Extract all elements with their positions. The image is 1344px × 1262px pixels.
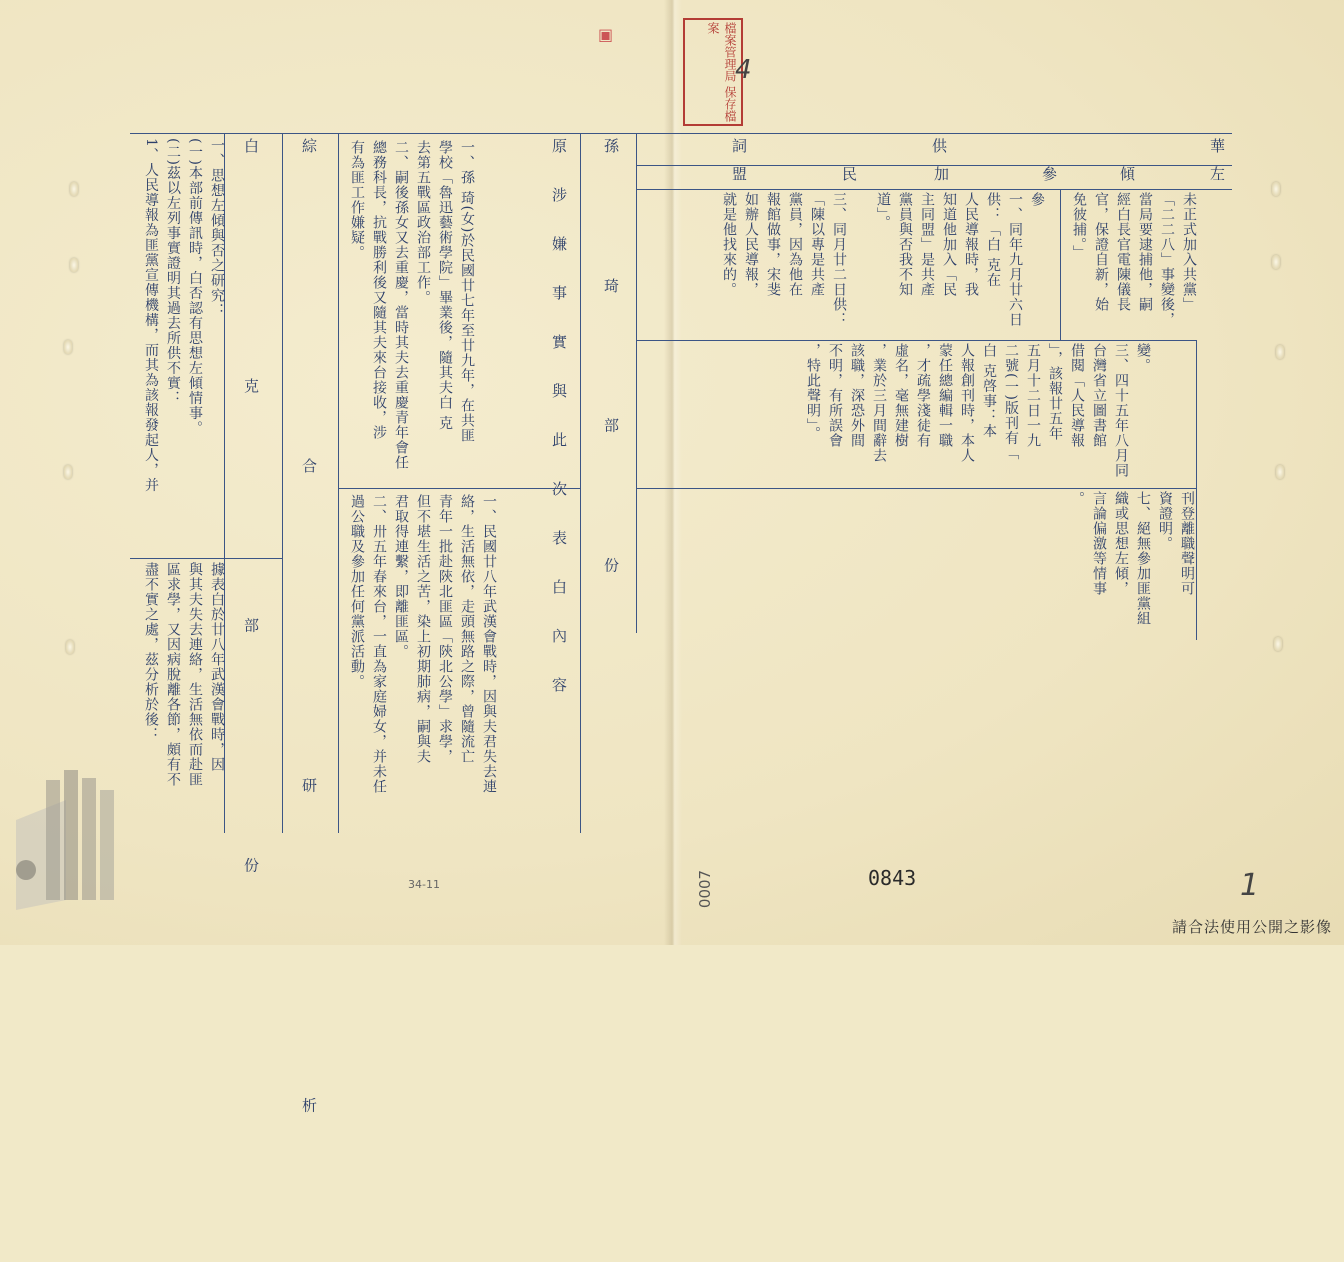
table-line (338, 133, 339, 833)
binding-hole (66, 640, 74, 654)
binding-hole (1276, 465, 1284, 479)
faint-mark: 34-11 (408, 878, 440, 891)
section-bai-ke: 白 克 部 份 (242, 138, 260, 983)
header-original-facts: 原涉嫌事實與此次表白內容 (550, 138, 568, 726)
statement-col-c: 三、同月廿二日供： 「陳以專是共產 黨員，因為他在 報館做事，宋斐 如辦人民導報， 就是他找來的。 (721, 192, 847, 327)
comprehensive-analysis-title: 綜 合 研 析 (300, 138, 318, 1262)
page-mark: 4 (735, 55, 752, 85)
binding-hole (70, 258, 78, 272)
header-qing: 傾 (1118, 166, 1136, 181)
header-min: 民 (840, 166, 858, 181)
handwritten-page-number: 1 (1240, 868, 1260, 903)
binding-hole (1272, 182, 1280, 196)
section-title-sun-qi: 孫 琦 部 份 (602, 138, 620, 633)
analysis-part-1: 一、思想左傾與否之研究： (一)本部前傳訊時，白否認有思想左傾情事。 (二)茲以左列事實證明其過去所供不實： 1、人民導報為匪黨宣傳機構，而其為該報發起人，并 (143, 138, 225, 493)
red-mark: ▣ (598, 25, 614, 44)
binding-hole (1276, 345, 1284, 359)
header-ci: 詞 (730, 138, 748, 153)
statement-col-e: 刊登離職聲明可 資證明。 七、絕無參加匪黨組 織或思想左傾， 言論偏激等情事 。 (1069, 491, 1195, 626)
statement-col-b: 參 一、同年九月廿六日 供：「白 克在 人民導報時，我 知道他加入「民 主同盟」是共產 黨員與否我不知 道」。 (875, 192, 1045, 327)
table-line (636, 189, 1232, 190)
table-line (636, 133, 637, 633)
page-fold (664, 0, 682, 945)
table-line (1060, 189, 1061, 341)
header-hua: 華 (1208, 138, 1226, 153)
statement-col-d: 變。 三、四十五年八月同 台灣省立圖書館 借閱「人民導報 」，該報廿五年 五月十二日一九 二號(一)版刊有「 白 克啓事：本 人報創刊時，本人 蒙任總編輯一職 ，才疏學淺徒有 虛名，毫無建樹 ，業於三月間辭去 該職，深恐外間 不明，有所誤會 ，特此聲明」。 (805, 343, 1151, 478)
table-line (338, 488, 580, 489)
binding-hole (70, 182, 78, 196)
handwritten-note: 0007 (696, 869, 715, 909)
original-suspicion-text: 一、孫 琦(女)於民國廿七年至廿九年，在共匪 學校「魯迅藝術學院」畢業後，隨其夫白 克 去第五戰區政治部工作。 二、嗣後孫女又去重慶，當時其夫去重慶青年會任 總務科長，抗戰勝利後又隨其夫來台接收，涉 有為匪工作嫌疑。 (349, 140, 475, 470)
table-top-line (130, 133, 1232, 134)
statement-col-a: 未正式加入共黨」 「二二八」事變後， 當局要逮捕他，嗣 經白長官電陳儀長 官，保證自新，始 免彼捕。」 (1071, 192, 1197, 327)
binding-hole (64, 465, 72, 479)
header-zuo: 左 (1208, 166, 1226, 181)
usage-watermark: 請合法使用公開之影像 (1171, 918, 1332, 936)
table-line (580, 133, 581, 833)
document-number: 0843 (868, 866, 917, 890)
binding-hole (1274, 637, 1282, 651)
header-jia: 加 (932, 166, 950, 181)
binding-hole (1272, 255, 1280, 269)
archive-stamp: 檔案管理局 保存檔案 (683, 18, 743, 126)
archive-logo (6, 760, 124, 910)
table-line (282, 133, 283, 833)
confession-content-text: 一、民國廿八年武漢會戰時，因與夫君失去連 絡，生活無依，走頭無路之際，曾隨流亡 青年一批赴陝北匪區「陝北公學」求學， 但不堪生活之苦，染上初期肺病，嗣與夫 君取得連繫，即離匪區。 二、卅五年春來台，一直為家庭婦女，并未任 過公職及參加任何黨派活動。 (349, 494, 497, 794)
header-meng: 盟 (730, 166, 748, 181)
binding-hole (64, 340, 72, 354)
header-gong: 供 (930, 138, 948, 153)
header-can: 參 (1040, 166, 1058, 181)
analysis-part-2: 據表白於廿八年武漢會戰時，因 與其夫失去連絡，生活無依而赴匪 區求學，又因病脫離各節，頗有不 盡不實之處，茲分析於後： (143, 562, 225, 787)
